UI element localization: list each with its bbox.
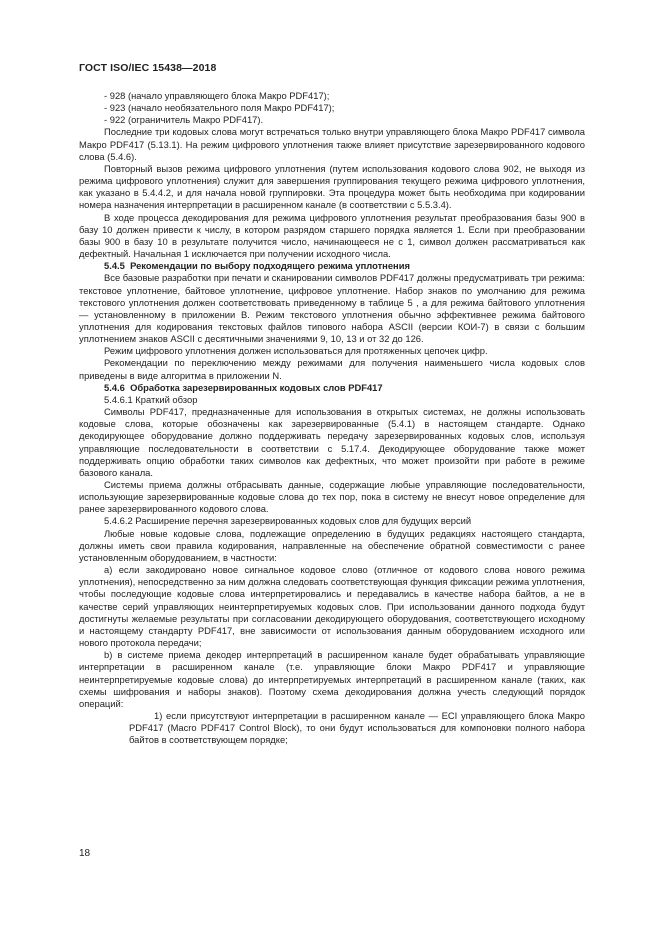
paragraph: В ходе процесса декодирования для режима цифрового уплотнения результат преобразования базы 900 в базу 10 должен привести к числу, в котором разрядом старшего порядка является 1. Если при преобразовании базы 900 в базу 10 в результате получится число, начинающееся не с 1, символ должен рассматриваться как дефектный. Начальная 1 исключается при получении исходного числа. <box>79 211 585 260</box>
paragraph: 1) если присутствуют интерпретации в расширенном канале — ECI управляющего блока Макро PDF417 (Macro PDF417 Control Block), то они будут использоваться для компоновки полного набора байтов в соответствующем порядке; <box>129 709 585 746</box>
section-title: Рекомендации по выбору подходящего режима уплотнения <box>130 260 410 272</box>
paragraph: Любые новые кодовые слова, подлежащие определению в будущих редакциях настоящего стандарта, должны иметь свои правила кодирования, направленные на обеспечение обратной совместимости с ранее установленным оборудованием, в частности: <box>79 527 585 563</box>
page-number: 18 <box>79 848 91 859</box>
paragraph: Повторный вызов режима цифрового уплотнения (путем использования кодового слова 902, не выходя из режима цифрового уплотнения) служит для завершения группирования текущего режима цифрового уплотнения, как указано в 5.4.4.2, и для начала новой группировки. Эта процедура может быть необходима при кодировании номера назначения интерпретации в расширенном канале (в соответствии с 5.5.3.4). <box>79 162 585 211</box>
document-body <box>79 90 585 746</box>
paragraph: b) в системе приема декодер интерпретаций в расширенном канале будет обрабатывать управляющие интерпретации в расширенном канале (т.е. управляющие блоки Макро PDF417 и управляющие неинтерпретируемые кодовые слова) до интерпретируемых интерпретаций в расширенном канале (таких, как схемы шифрования и наборы знаков). Поэтому схема декодирования должна учесть следующий порядок операций: <box>79 649 585 709</box>
section-number: 5.4.6 <box>104 381 125 393</box>
paragraph: Символы PDF417, предназначенные для использования в открытых системах, не должны использовать кодовые слова, которые обозначены как зарезервированные (5.4.1) в настоящем стандарте. Однако декодирующее оборудование должно поддерживать передачу зарезервированных кодовых слов, используя управляющие последовательности в соответствии с 5.17.4. Декодирующее оборудование также может поддерживать опцию обработки таких символов как дефектных, что может произойти при работе в режиме базового канала. <box>79 406 585 478</box>
section-title: Обработка зарезервированных кодовых слов PDF417 <box>130 381 383 393</box>
list-item: - 922 (ограничитель Макро PDF417). <box>104 114 264 126</box>
paragraph: Все базовые разработки при печати и сканировании символов PDF417 должны предусматривать три режима: текстовое уплотнение, байтовое уплотнение, цифровое уплотнение. Набор знаков по умолчанию для режима текстового уплотнения должен соответствовать приведенному в таблице 5 , а для режима байтового уплотнения — установленному в приложении B. Режим текстового уплотнения обычно эффективнее режима байтового уплотнения для кодирования текстовых файлов типового набора ASCII (версии КОИ-7) в связи с большим уплотнением знаков ASCII с десятичными значениями 9, 10, 13 и от 32 до 126. <box>79 272 585 345</box>
list-item: - 928 (начало управляющего блока Макро PDF417); <box>104 90 330 101</box>
section-number: 5.4.5 <box>104 260 125 272</box>
document-header: ГОСТ ISO/IEC 15438—2018 <box>79 62 217 74</box>
paragraph: Системы приема должны отбрасывать данные, содержащие любые управляющие последовательности, использующие зарезервированные кодовые слова до тех пор, пока в систему не внесут новое определение для ранее зарезервированного кодового слова. <box>79 479 585 515</box>
paragraph: 5.4.6.1 Краткий обзор <box>104 393 198 405</box>
list-item: - 923 (начало необязательного поля Макро PDF417); <box>104 102 335 114</box>
section-heading <box>79 260 585 272</box>
paragraph: Рекомендации по переключению между режимами для получения наименьшего числа кодовых слов приведены в виде алгоритма в приложении N. <box>79 357 585 381</box>
section-heading <box>79 382 585 394</box>
paragraph: 5.4.6.2 Расширение перечня зарезервированных кодовых слов для будущих версий <box>104 515 472 527</box>
paragraph: а) если закодировано новое сигнальное кодовое слово (отличное от кодового слова нового режима уплотнения), непосредственно за ним должна следовать соответствующая функция фиксации режима уплотнения, чтобы последующие кодовые слова интерпретировались и передавались в качестве набора байтов, а не в качестве серий управляющих неинтерпретируемых кодовых слов. При использовании данного подхода будут достигнуты желаемые результаты при согласовании декодирующего оборудования, соответствующего исходному и настоящему стандарту PDF417, вне зависимости от использования данным оборудованием исходного или нового протокола передачи; <box>79 564 585 649</box>
paragraph: Последние три кодовых слова могут встречаться только внутри управляющего блока Макро PDF417 символа Макро PDF417 (5.13.1). На режим цифрового уплотнения также влияет присутствие зарезервированного кодового слова (5.4.6). <box>79 126 585 162</box>
paragraph: Режим цифрового уплотнения должен использоваться для протяженных цепочек цифр. <box>104 345 488 357</box>
